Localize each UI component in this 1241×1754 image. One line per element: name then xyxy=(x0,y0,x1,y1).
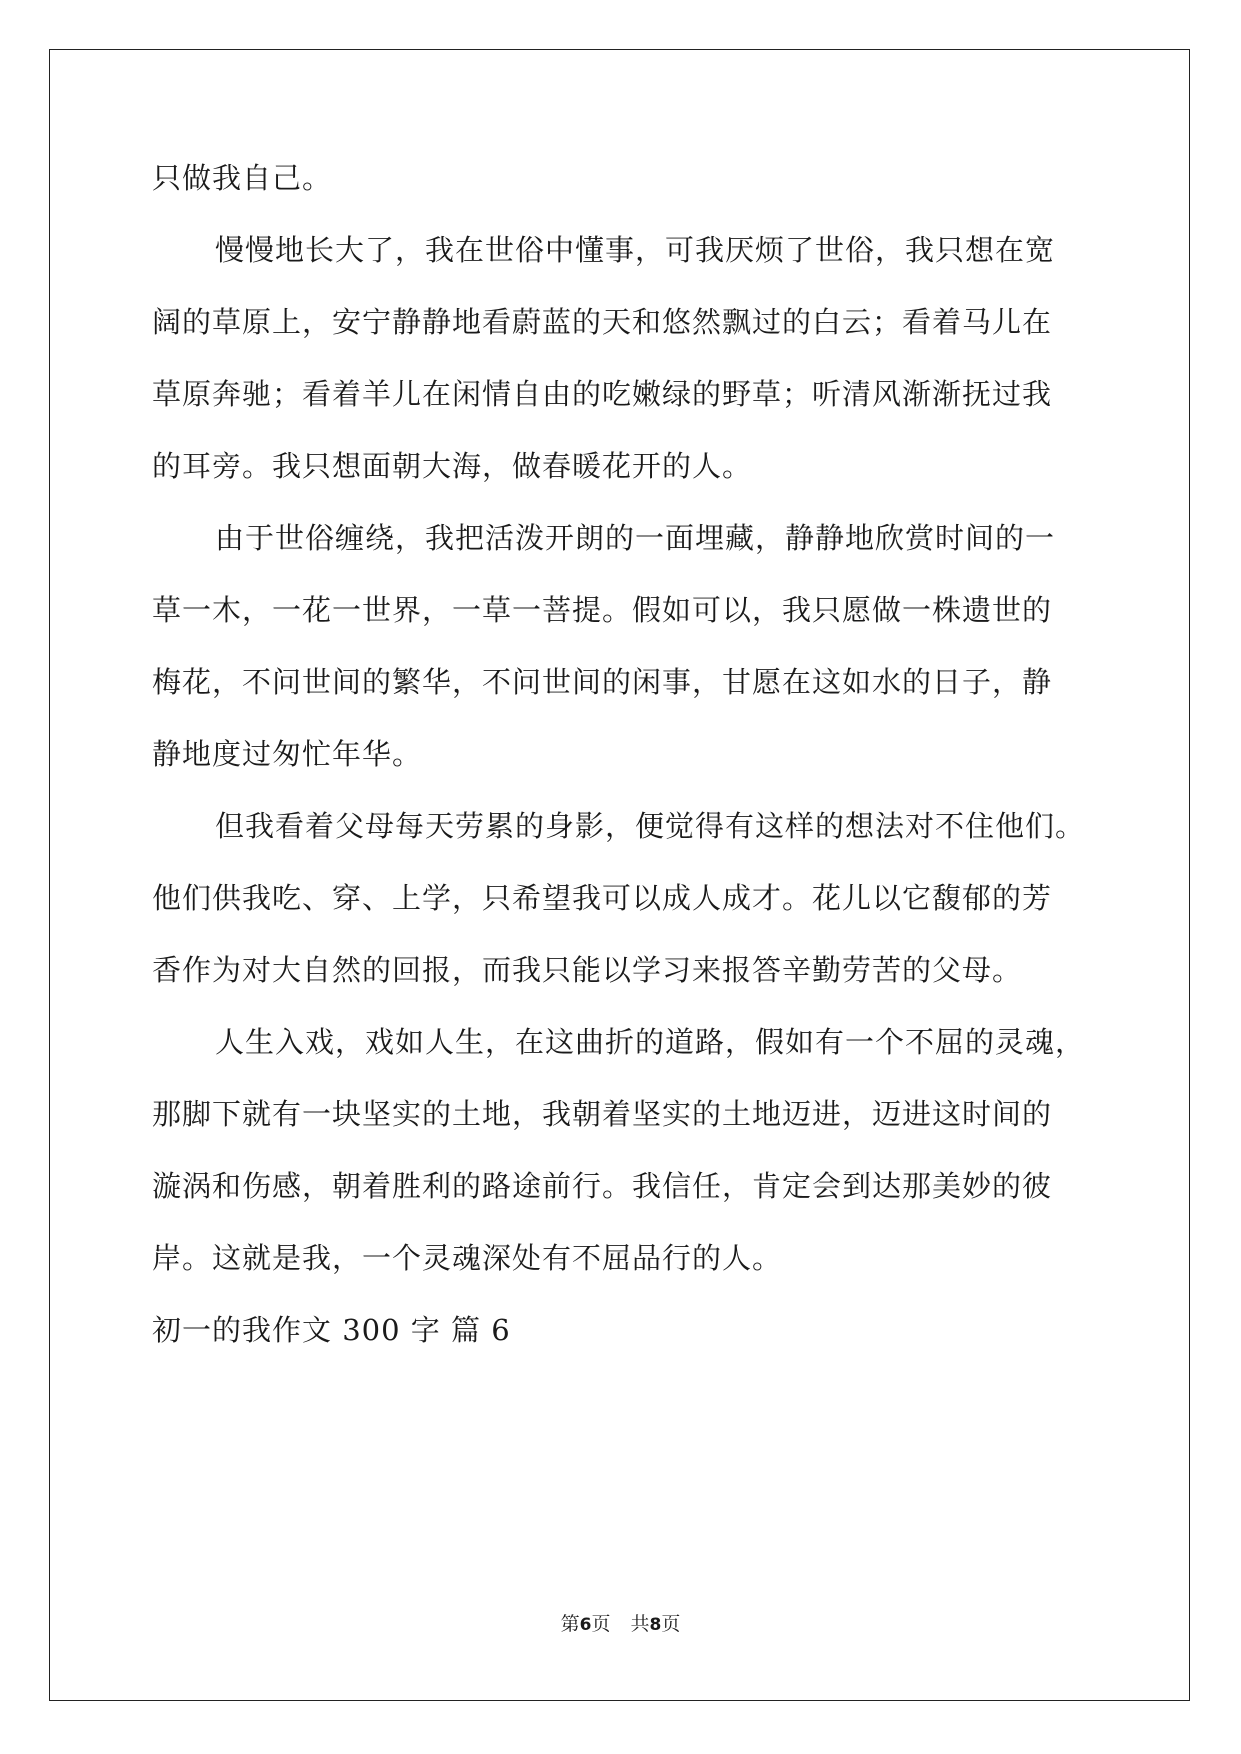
text-line: 静地度过匆忙年华。 xyxy=(152,737,423,771)
total-suffix: 页 xyxy=(661,1613,681,1635)
text-line: 那脚下就有一块坚实的土地，我朝着坚实的土地迈进，迈进这时间的 xyxy=(152,1097,1053,1131)
section-heading: 初一的我作文 300 字 篇 6 xyxy=(152,1313,511,1347)
page-footer xyxy=(0,1612,1241,1637)
paragraph-first-line: 但我看着父母每天劳累的身影，便觉得有这样的想法对不住他们。 xyxy=(215,809,1086,843)
total-page-count: 8 xyxy=(649,1615,662,1635)
text-line: 草一木，一花一世界，一草一菩提。假如可以，我只愿做一株遗世的 xyxy=(152,593,1053,627)
text-line: 梅花，不问世间的繁华，不问世间的闲事，甘愿在这如水的日子，静 xyxy=(152,665,1053,699)
paragraph-first-line: 人生入戏，戏如人生，在这曲折的道路，假如有一个不屈的灵魂， xyxy=(215,1025,1086,1059)
page-prefix: 第 xyxy=(560,1613,580,1635)
text-line: 岸。这就是我，一个灵魂深处有不屈品行的人。 xyxy=(152,1241,783,1275)
current-page-number: 6 xyxy=(579,1615,592,1635)
text-line: 漩涡和伤感，朝着胜利的路途前行。我信任，肯定会到达那美妙的彼 xyxy=(152,1169,1053,1203)
paragraph-first-line: 由于世俗缠绕，我把活泼开朗的一面埋藏，静静地欣赏时间的一 xyxy=(215,521,1056,555)
text-line: 阔的草原上，安宁静静地看蔚蓝的天和悠然飘过的白云；看着马儿在 xyxy=(152,305,1053,339)
page-border xyxy=(49,49,1190,1701)
text-line: 香作为对大自然的回报，而我只能以学习来报答辛勤劳苦的父母。 xyxy=(152,953,1023,987)
text-line: 他们供我吃、穿、上学，只希望我可以成人成才。花儿以它馥郁的芳 xyxy=(152,881,1053,915)
text-line: 只做我自己。 xyxy=(152,161,333,195)
paragraph-first-line: 慢慢地长大了，我在世俗中懂事，可我厌烦了世俗，我只想在宽 xyxy=(215,233,1056,267)
page-suffix: 页 xyxy=(591,1613,611,1635)
text-line: 的耳旁。我只想面朝大海，做春暖花开的人。 xyxy=(152,449,753,483)
total-prefix: 共 xyxy=(630,1613,650,1635)
text-line: 草原奔驰；看着羊儿在闲情自由的吃嫩绿的野草；听清风渐渐抚过我 xyxy=(152,377,1053,411)
